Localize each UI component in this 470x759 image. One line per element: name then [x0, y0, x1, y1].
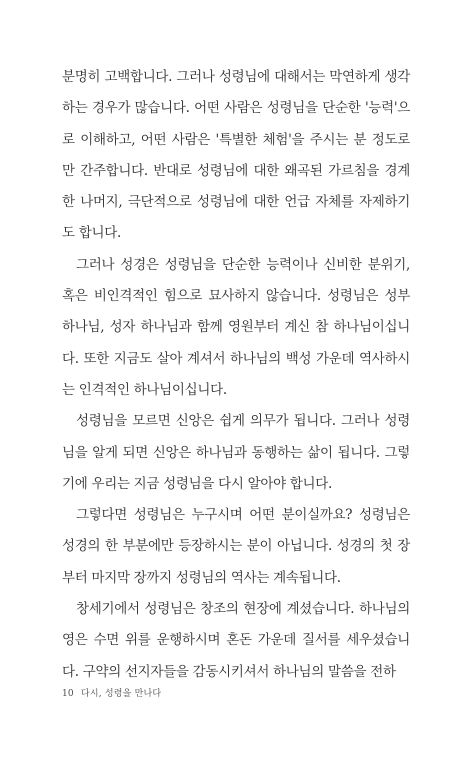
paragraph-5: 창세기에서 성령님은 창조의 현장에 계셨습니다. 하나님의 영은 수면 위를 운행하시며 혼돈 가운데 질서를 세우셨습니다. 구약의 선지자들을 감동시키셔서 하나님의 말씀을 전하	[62, 601, 410, 680]
running-title: 다시, 성령을 만나다	[80, 689, 162, 699]
paragraph-2: 그러나 성경은 성령님을 단순한 능력이나 신비한 분위기, 혹은 비인격적인 힘으로 묘사하지 않습니다. 성령님은 성부 하나님, 성자 하나님과 함께 영원부터 계신 참 하나님이십니다. 또한 지금도 살아 계셔서 하나님의 백성 가운데 역사하시는 인격적인 하나님이십니다.	[62, 256, 410, 398]
body-text	[62, 62, 410, 688]
paragraph-1: 분명히 고백합니다. 그러나 성령님에 대해서는 막연하게 생각하는 경우가 많습니다. 어떤 사람은 성령님을 단순한 '능력'으로 이해하고, 어떤 사람은 '특별한 체험'을 주시는 분 정도로만 간주합니다. 반대로 성령님에 대한 왜곡된 가르침을 경계한 나머지, 극단적으로 성령님에 대한 언급 자체를 자제하기도 합니다.	[62, 69, 410, 242]
paragraph-4: 그렇다면 성령님은 누구시며 어떤 분이실까요? 성령님은 성경의 한 부분에만 등장하시는 분이 아닙니다. 성경의 첫 장부터 마지막 장까지 성령님의 역사는 계속됩니다.	[62, 507, 410, 586]
page-footer	[62, 686, 161, 699]
paragraph-3: 성령님을 모르면 신앙은 쉽게 의무가 됩니다. 그러나 성령님을 알게 되면 신앙은 하나님과 동행하는 삶이 됩니다. 그렇기에 우리는 지금 성령님을 다시 알아야 합니다.	[62, 413, 410, 492]
page-number: 10	[62, 689, 74, 699]
